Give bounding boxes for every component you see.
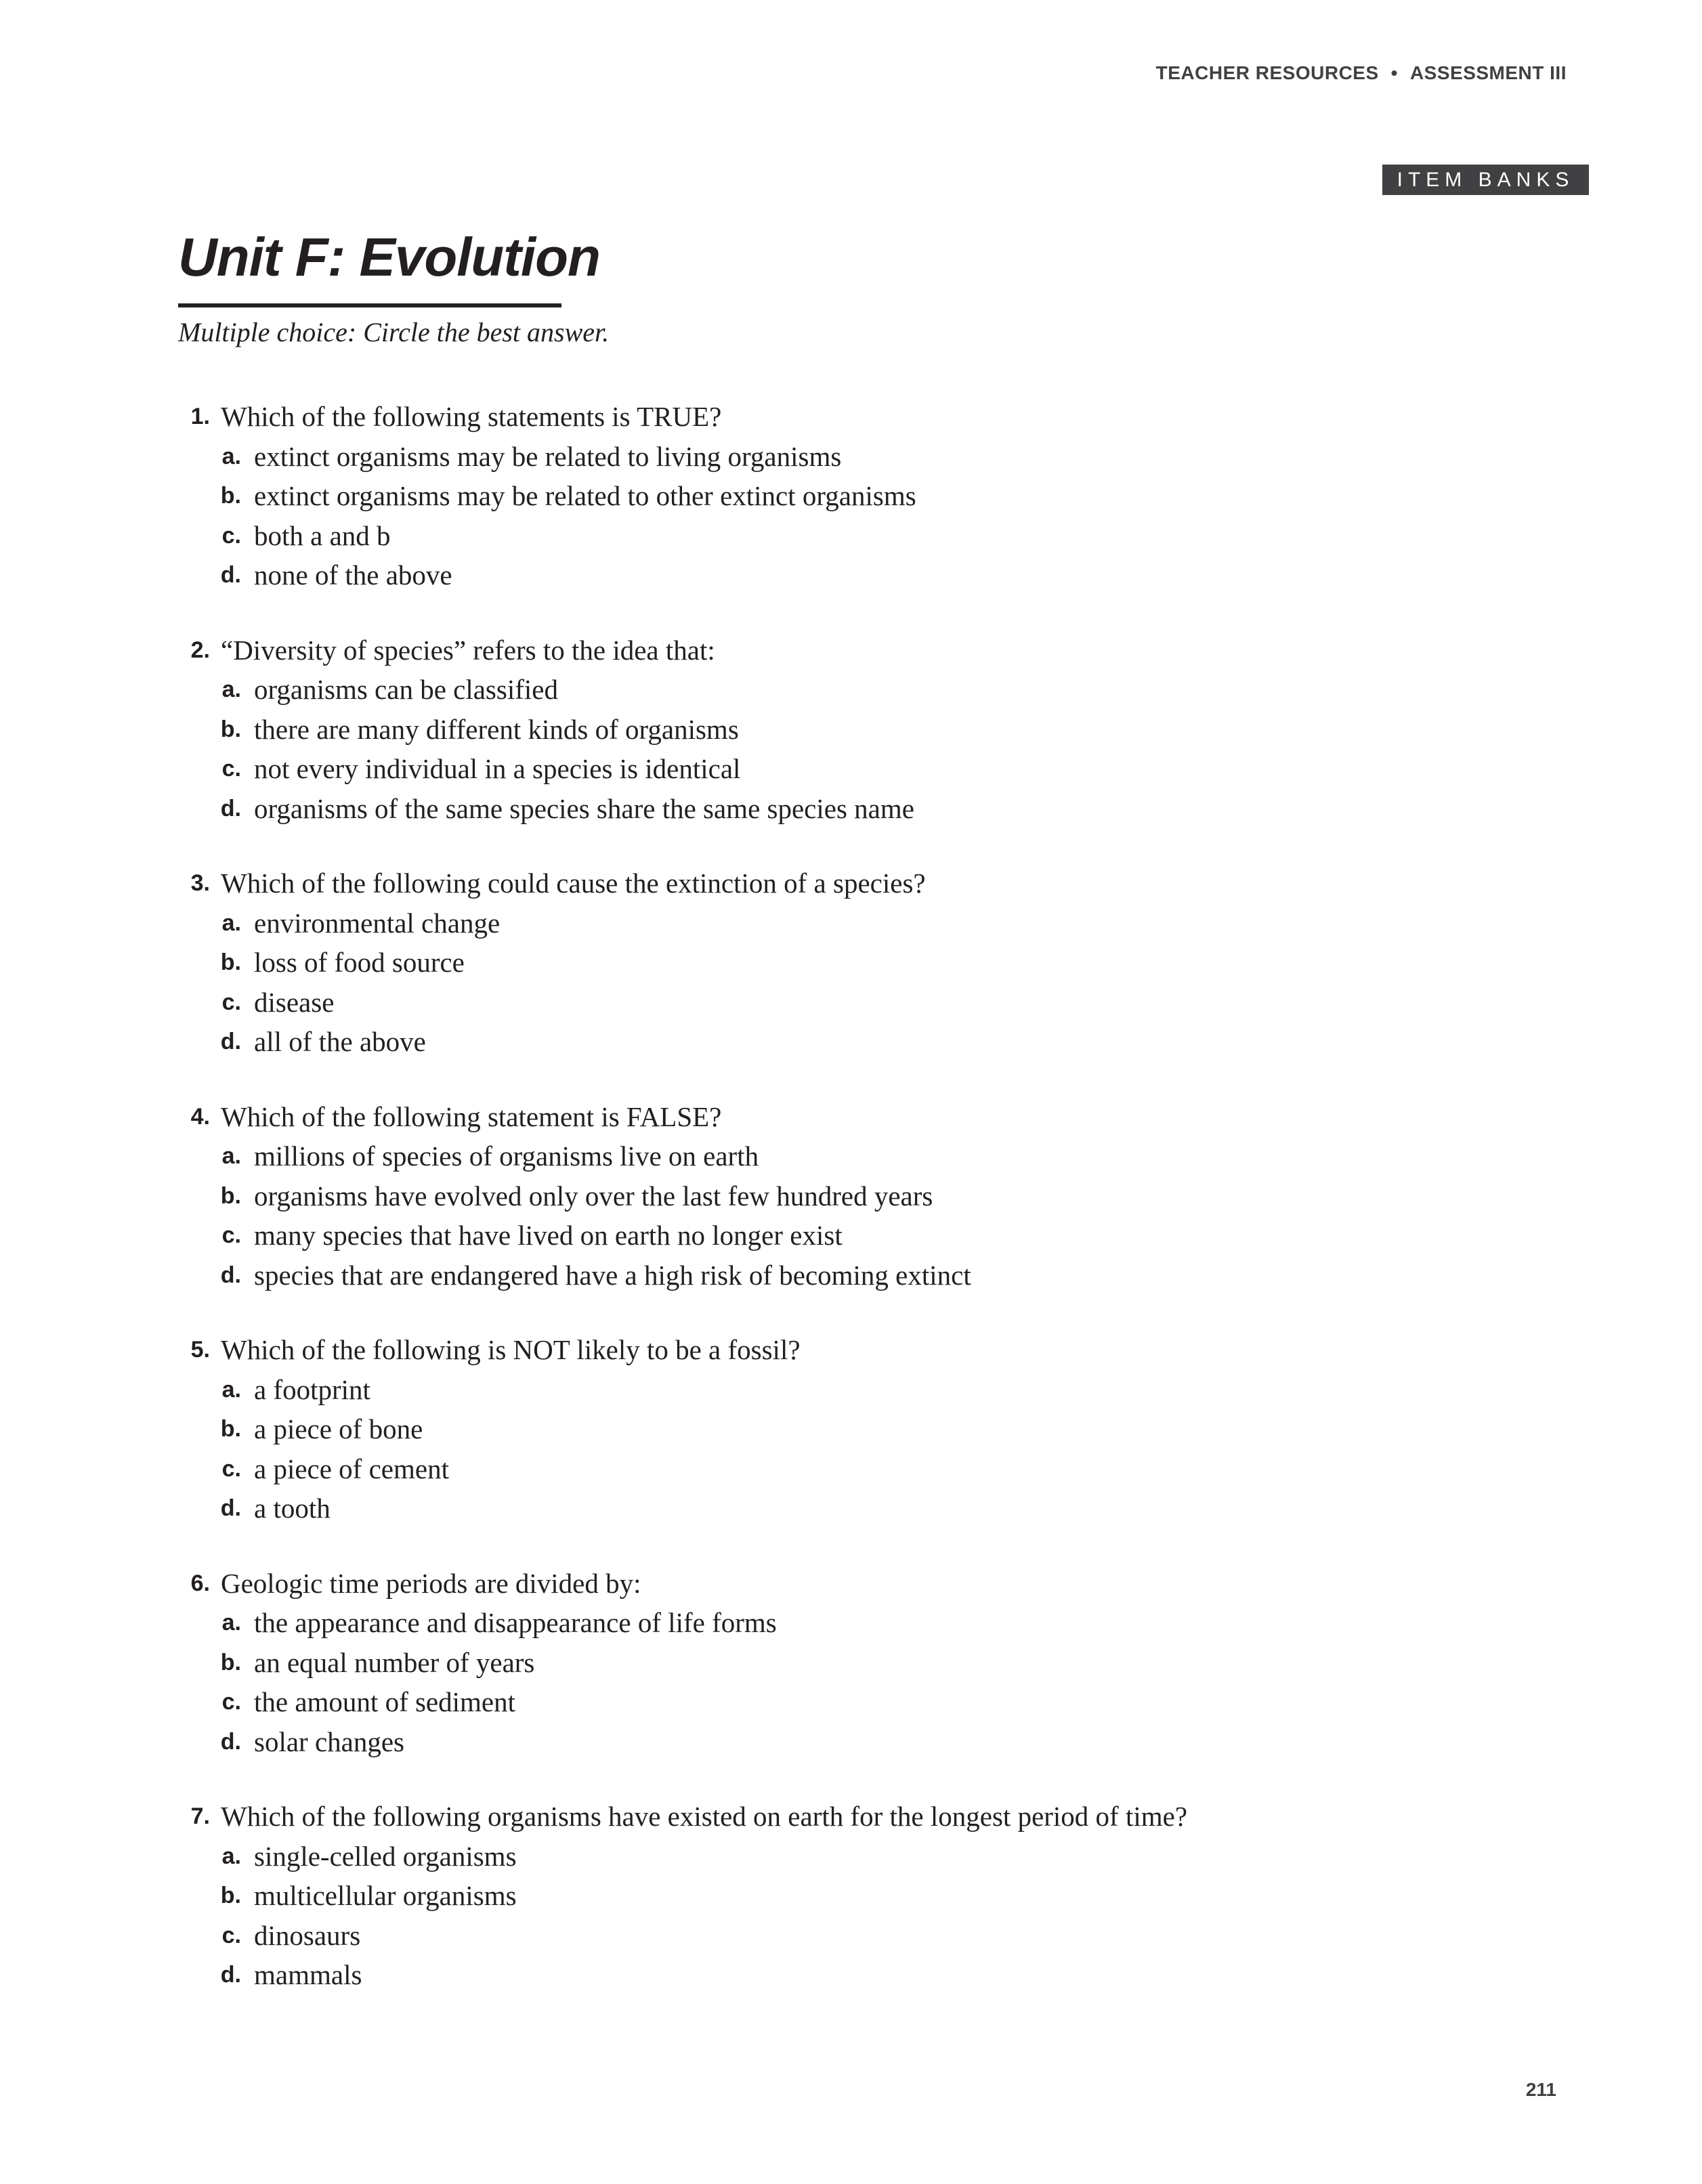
option-letter: d. xyxy=(220,1262,241,1288)
option-text: extinct organisms may be related to other extinct organisms xyxy=(254,480,916,511)
option-letter: c. xyxy=(221,522,241,549)
option-text: many species that have lived on earth no longer exist xyxy=(254,1220,843,1251)
option-text: environmental change xyxy=(254,907,501,939)
answer-option[interactable] xyxy=(0,1722,1702,1762)
option-letter: c. xyxy=(221,756,241,781)
option-letter: a. xyxy=(221,909,241,936)
option-letter: d. xyxy=(220,1029,241,1054)
option-letter: d. xyxy=(220,562,241,588)
header-left-text: TEACHER RESOURCES xyxy=(1155,62,1379,83)
answer-option[interactable] xyxy=(0,1837,1702,1877)
option-letter: c. xyxy=(221,989,241,1015)
question-text: Which of the following could cause the extinction of a species? xyxy=(221,868,926,899)
question-2 xyxy=(0,630,1702,829)
question-stem xyxy=(0,1797,1702,1837)
option-text: dinosaurs xyxy=(254,1919,361,1951)
option-text: a piece of bone xyxy=(254,1413,423,1444)
option-text: mammals xyxy=(254,1959,362,1990)
option-text: there are many different kinds of organisms xyxy=(254,713,739,745)
option-text: a footprint xyxy=(254,1373,370,1405)
option-letter: d. xyxy=(220,1728,241,1755)
answer-option[interactable] xyxy=(0,1449,1702,1489)
answer-option[interactable] xyxy=(0,1136,1702,1176)
answer-option[interactable] xyxy=(0,555,1702,595)
answer-option[interactable] xyxy=(0,1955,1702,1995)
question-number: 5. xyxy=(190,1337,210,1363)
option-text: multicellular organisms xyxy=(254,1880,517,1911)
option-text: a piece of cement xyxy=(254,1453,449,1484)
question-text: Geologic time periods are divided by: xyxy=(221,1567,641,1599)
question-5 xyxy=(0,1330,1702,1528)
question-stem xyxy=(0,863,1702,903)
option-letter: b. xyxy=(220,1883,241,1908)
option-text: all of the above xyxy=(254,1026,426,1057)
question-7 xyxy=(0,1797,1702,1995)
answer-option[interactable] xyxy=(0,1682,1702,1722)
option-letter: b. xyxy=(220,483,241,509)
option-letter: a. xyxy=(221,1376,241,1403)
option-text: single-celled organisms xyxy=(254,1840,517,1872)
answer-option[interactable] xyxy=(0,903,1702,943)
option-text: none of the above xyxy=(254,559,452,591)
answer-option[interactable] xyxy=(0,516,1702,556)
question-text: Which of the following statement is FALSE? xyxy=(221,1100,722,1132)
option-letter: c. xyxy=(221,1689,241,1715)
answer-option[interactable] xyxy=(0,670,1702,710)
answer-option[interactable] xyxy=(0,789,1702,829)
answer-option[interactable] xyxy=(0,710,1702,750)
question-stem xyxy=(0,1097,1702,1137)
option-text: millions of species of organisms live on earth xyxy=(254,1140,759,1172)
option-letter: a. xyxy=(221,443,241,469)
question-6 xyxy=(0,1564,1702,1762)
option-letter: c. xyxy=(221,1922,241,1948)
question-number: 3. xyxy=(190,870,210,896)
answer-option[interactable] xyxy=(0,749,1702,789)
option-text: the amount of sediment xyxy=(254,1686,515,1717)
question-list xyxy=(0,397,1702,2030)
title-underline xyxy=(178,303,561,307)
answer-option[interactable] xyxy=(0,1876,1702,1916)
option-text: organisms of the same species share the same species name xyxy=(254,792,914,824)
option-text: species that are endangered have a high risk of becoming extinct xyxy=(254,1259,971,1291)
question-3 xyxy=(0,863,1702,1062)
option-text: the appearance and disappearance of life forms xyxy=(254,1607,777,1638)
question-text: Which of the following organisms have existed on earth for the longest period of time? xyxy=(221,1801,1188,1832)
option-letter: b. xyxy=(220,949,241,975)
option-letter: d. xyxy=(220,795,241,821)
option-letter: c. xyxy=(221,1222,241,1248)
answer-option[interactable] xyxy=(0,476,1702,516)
question-stem xyxy=(0,1330,1702,1370)
question-number: 2. xyxy=(190,637,210,663)
question-number: 1. xyxy=(190,404,210,429)
answer-option[interactable] xyxy=(0,1916,1702,1956)
answer-option[interactable] xyxy=(0,1256,1702,1296)
question-text: “Diversity of species” refers to the idea that: xyxy=(221,634,715,666)
answer-option[interactable] xyxy=(0,1370,1702,1410)
option-text: extinct organisms may be related to living organisms xyxy=(254,440,842,472)
header-separator: • xyxy=(1390,62,1398,83)
option-text: organisms can be classified xyxy=(254,674,558,705)
header-right-text: ASSESSMENT III xyxy=(1409,62,1567,83)
question-number: 7. xyxy=(190,1803,210,1829)
option-text: solar changes xyxy=(254,1726,404,1757)
running-header xyxy=(1156,62,1567,84)
question-text: Which of the following is NOT likely to be a fossil? xyxy=(221,1334,801,1365)
answer-option[interactable] xyxy=(0,1603,1702,1643)
question-stem xyxy=(0,397,1702,437)
option-text: loss of food source xyxy=(254,947,465,978)
answer-option[interactable] xyxy=(0,1643,1702,1683)
option-letter: a. xyxy=(221,1610,241,1635)
page-number: 211 xyxy=(1525,2079,1556,2100)
option-letter: b. xyxy=(220,1182,241,1209)
answer-option[interactable] xyxy=(0,1176,1702,1216)
answer-option[interactable] xyxy=(0,1409,1702,1449)
option-letter: a. xyxy=(221,1843,241,1869)
option-letter: b. xyxy=(220,1416,241,1442)
answer-option[interactable] xyxy=(0,437,1702,477)
option-text: both a and b xyxy=(254,519,391,551)
option-letter: c. xyxy=(221,1455,241,1482)
option-letter: b. xyxy=(220,1649,241,1675)
question-stem xyxy=(0,630,1702,670)
option-text: a tooth xyxy=(254,1493,331,1524)
option-letter: a. xyxy=(221,1143,241,1169)
question-4 xyxy=(0,1097,1702,1296)
option-letter: d. xyxy=(220,1495,241,1521)
option-text: not every individual in a species is identical xyxy=(254,753,741,784)
question-number: 6. xyxy=(190,1570,210,1596)
option-letter: b. xyxy=(220,716,241,742)
option-letter: a. xyxy=(221,677,241,702)
question-text: Which of the following statements is TRUE? xyxy=(221,401,722,432)
page-title: Unit F: Evolution xyxy=(178,227,600,287)
option-text: disease xyxy=(254,986,335,1018)
option-text: an equal number of years xyxy=(254,1646,535,1678)
option-text: organisms have evolved only over the last few hundred years xyxy=(254,1180,933,1212)
answer-option[interactable] xyxy=(0,1022,1702,1062)
option-letter: d. xyxy=(220,1962,241,1988)
answer-option[interactable] xyxy=(0,943,1702,983)
question-number: 4. xyxy=(190,1103,210,1130)
question-stem xyxy=(0,1564,1702,1604)
answer-option[interactable] xyxy=(0,1216,1702,1256)
answer-option[interactable] xyxy=(0,1489,1702,1528)
answer-option[interactable] xyxy=(0,983,1702,1023)
question-1 xyxy=(0,397,1702,595)
section-tab: ITEM BANKS xyxy=(1382,165,1589,195)
instructions: Multiple choice: Circle the best answer. xyxy=(178,317,610,347)
